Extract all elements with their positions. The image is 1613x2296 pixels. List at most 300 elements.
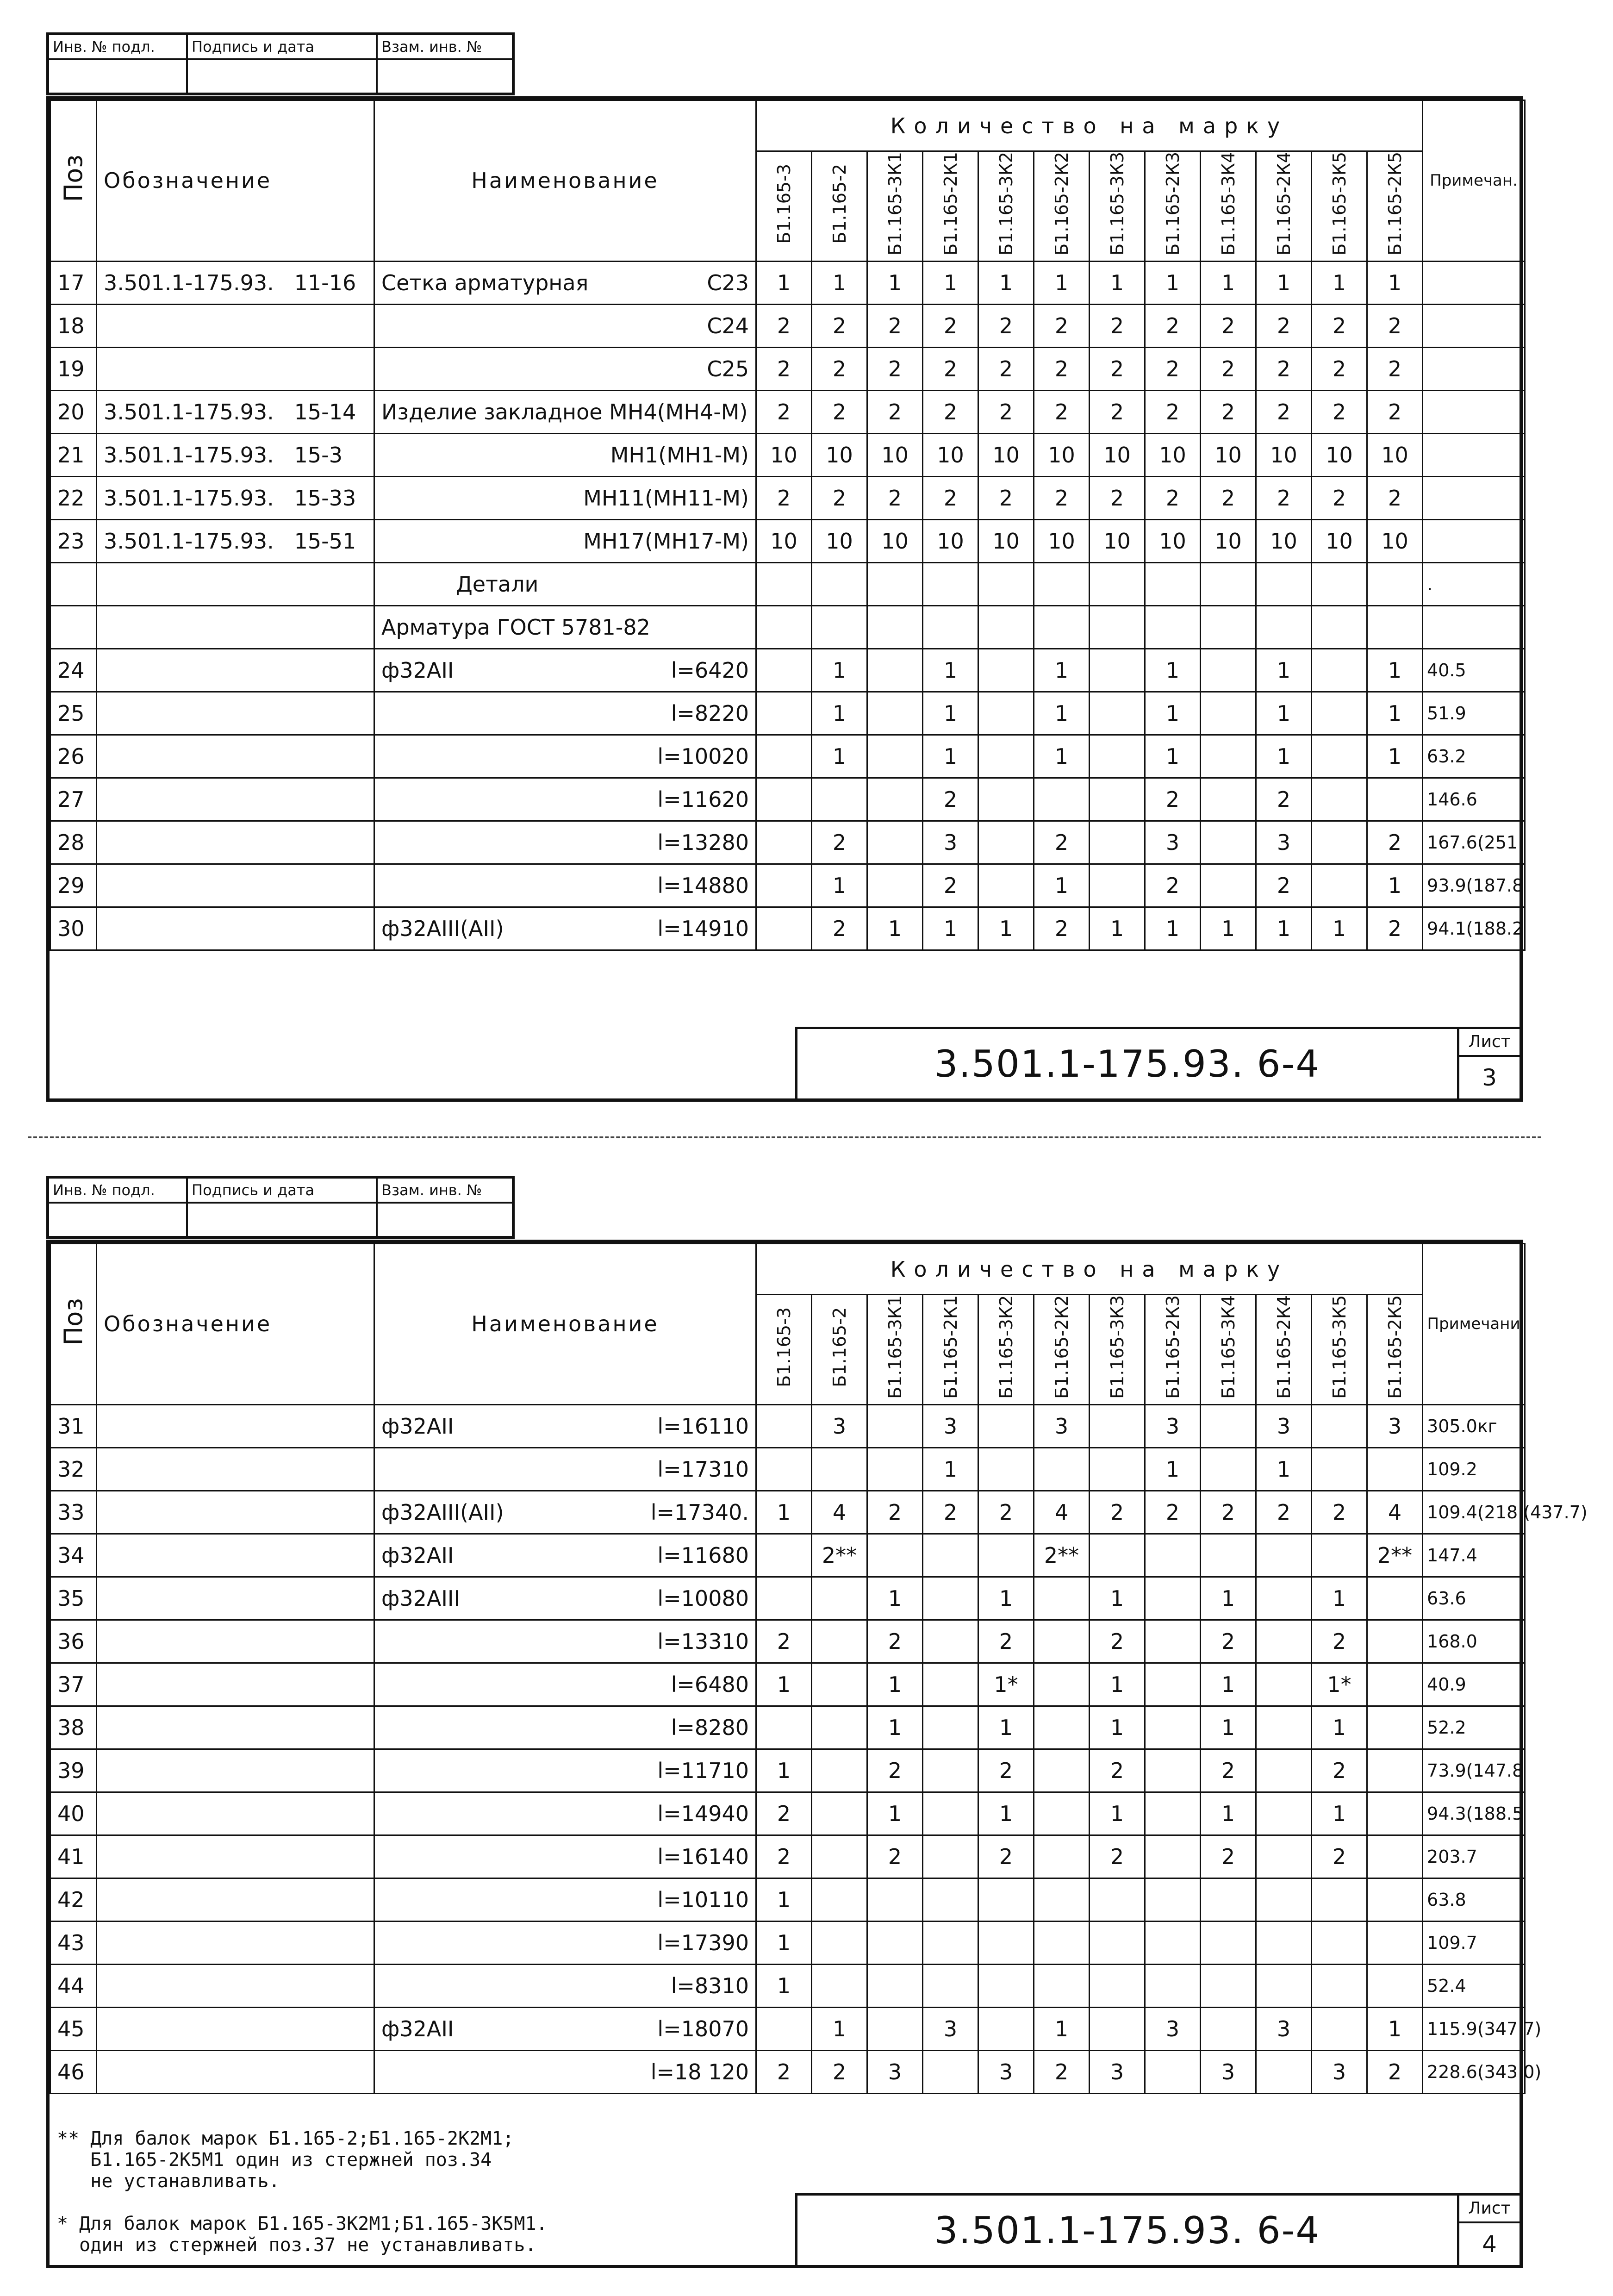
cell-naimenovanie xyxy=(374,1404,756,1447)
cell-quantity: 2 xyxy=(756,1792,812,1835)
cell-quantity xyxy=(756,1534,812,1577)
cell-quantity: 3 xyxy=(867,2050,923,2093)
sheet-number: 3 xyxy=(1482,1064,1497,1091)
cell-oboznachenie xyxy=(97,1921,374,1964)
stamp-label-inv: Инв. № подл. xyxy=(49,35,188,60)
cell-quantity: 1 xyxy=(1201,1577,1256,1620)
cell-quantity: 1 xyxy=(1312,1792,1367,1835)
cell-quantity: 10 xyxy=(923,433,978,476)
cell-quantity xyxy=(978,649,1034,692)
cell-quantity: 1 xyxy=(1201,261,1256,304)
cell-quantity: 2 xyxy=(978,476,1034,519)
cell-quantity xyxy=(812,1706,867,1749)
cell-quantity xyxy=(1256,1835,1312,1878)
cell-quantity xyxy=(1256,1577,1312,1620)
cell-oboznachenie xyxy=(97,1491,374,1534)
cell-naimenovanie xyxy=(374,304,756,347)
cell-quantity xyxy=(812,1447,867,1491)
cell-quantity: 2 xyxy=(1034,347,1090,390)
cell-quantity: 4 xyxy=(812,1491,867,1534)
naim-right: l=6420 xyxy=(671,657,749,683)
cell-naimenovanie xyxy=(374,649,756,692)
cell-poz: 17 xyxy=(50,261,97,304)
cell-quantity: 10 xyxy=(1145,519,1201,562)
sheet-4 xyxy=(46,1176,1588,2268)
cell-quantity: 2 xyxy=(756,1835,812,1878)
stamp-label-vzam: Взам. инв. № xyxy=(378,35,512,60)
cell-quantity: 3 xyxy=(1145,1404,1201,1447)
cell-quantity: 2 xyxy=(812,476,867,519)
cell-quantity: 10 xyxy=(1034,519,1090,562)
cell-quantity: 2 xyxy=(1256,390,1312,433)
cell-quantity xyxy=(1090,605,1145,649)
cell-quantity xyxy=(978,735,1034,778)
cell-quantity xyxy=(1201,1878,1256,1921)
cell-quantity: 2 xyxy=(1201,1749,1256,1792)
mark-label: Б1.165-2К3 xyxy=(1162,1295,1183,1399)
table-row xyxy=(50,562,1525,605)
cell-quantity: 2** xyxy=(812,1534,867,1577)
cell-quantity xyxy=(1312,864,1367,907)
table-row xyxy=(50,476,1525,519)
cell-naimenovanie xyxy=(374,692,756,735)
cell-primechanie: 51.9 xyxy=(1423,692,1525,735)
cell-oboznachenie xyxy=(97,1404,374,1447)
cell-quantity: 2 xyxy=(1090,390,1145,433)
cell-quantity xyxy=(923,1706,978,1749)
cell-quantity xyxy=(923,1835,978,1878)
cell-quantity: 1 xyxy=(1145,907,1201,950)
cell-quantity xyxy=(1034,1878,1090,1921)
cell-quantity xyxy=(756,1447,812,1491)
cell-quantity xyxy=(812,1878,867,1921)
naim-wrap xyxy=(375,1973,755,1998)
cell-quantity xyxy=(1256,1964,1312,2007)
table-row xyxy=(50,1663,1525,1706)
cell-quantity xyxy=(1256,1620,1312,1663)
cell-naimenovanie xyxy=(374,1620,756,1663)
mark-label: Б1.165-3К4 xyxy=(1218,1295,1239,1399)
stamp-cell xyxy=(378,60,512,93)
cell-oboznachenie: 3.501.1-175.93. 15-14 xyxy=(97,390,374,433)
cell-quantity xyxy=(923,1964,978,2007)
cell-poz: 22 xyxy=(50,476,97,519)
cell-primechanie: 228.6(343.0) xyxy=(1423,2050,1525,2093)
naim-wrap xyxy=(375,1758,755,1783)
cell-quantity xyxy=(1312,2007,1367,2050)
cell-quantity xyxy=(1312,1447,1367,1491)
cell-poz: 44 xyxy=(50,1964,97,2007)
cell-quantity: 2 xyxy=(1034,390,1090,433)
cell-quantity xyxy=(1367,605,1423,649)
cell-quantity: 1 xyxy=(978,1706,1034,1749)
stamp-cell xyxy=(378,1204,512,1236)
cell-quantity: 2** xyxy=(1367,1534,1423,1577)
cell-quantity: 1 xyxy=(978,261,1034,304)
cell-oboznachenie xyxy=(97,347,374,390)
cell-quantity xyxy=(978,692,1034,735)
cell-primechanie: 40.5 xyxy=(1423,649,1525,692)
cell-naimenovanie xyxy=(374,1491,756,1534)
col-header-kolichestvo: Количество на марку xyxy=(756,1244,1423,1295)
cell-quantity xyxy=(1367,1835,1423,1878)
cell-naimenovanie xyxy=(374,347,756,390)
cell-oboznachenie xyxy=(97,1749,374,1792)
cell-quantity: 2 xyxy=(1145,347,1201,390)
cell-quantity: 2 xyxy=(1312,476,1367,519)
cell-quantity xyxy=(1034,1447,1090,1491)
cell-quantity: 2 xyxy=(923,347,978,390)
mark-header xyxy=(1367,1295,1423,1405)
naim-wrap xyxy=(375,1715,755,1740)
table-row xyxy=(50,519,1525,562)
specification-table xyxy=(50,1243,1588,2094)
cell-oboznachenie xyxy=(97,864,374,907)
cell-quantity xyxy=(1367,1964,1423,2007)
mark-label: Б1.165-3К4 xyxy=(1218,152,1239,256)
naim-wrap xyxy=(375,1887,755,1912)
cell-quantity xyxy=(923,1663,978,1706)
cell-quantity: 1 xyxy=(867,1663,923,1706)
cell-quantity: 10 xyxy=(812,519,867,562)
cell-quantity xyxy=(867,778,923,821)
cell-oboznachenie xyxy=(97,2050,374,2093)
cell-primechanie: 305.0кг xyxy=(1423,1404,1525,1447)
table-row xyxy=(50,864,1525,907)
sheet-frame xyxy=(46,96,1523,1102)
cell-naimenovanie xyxy=(374,562,756,605)
mark-label: Б1.165-2К1 xyxy=(940,152,961,256)
col-header-oboznachenie: Обозначение xyxy=(97,1244,374,1405)
table-row xyxy=(50,2007,1525,2050)
cell-quantity: 1 xyxy=(1367,649,1423,692)
cell-quantity xyxy=(1367,562,1423,605)
cell-quantity xyxy=(867,1404,923,1447)
cell-naimenovanie xyxy=(374,605,756,649)
mark-label: Б1.165-2К4 xyxy=(1273,152,1294,256)
cell-quantity: 2 xyxy=(1312,1620,1367,1663)
sheet-label: Лист xyxy=(1459,2196,1520,2223)
cell-quantity xyxy=(1201,2007,1256,2050)
cell-naimenovanie xyxy=(374,1835,756,1878)
cell-quantity: 2 xyxy=(1201,347,1256,390)
cell-quantity xyxy=(1034,778,1090,821)
naim-wrap xyxy=(375,1844,755,1869)
cell-quantity: 1 xyxy=(923,649,978,692)
naim-right: l=13280 xyxy=(657,830,749,855)
cell-quantity xyxy=(978,1534,1034,1577)
cell-quantity: 2 xyxy=(1145,390,1201,433)
naim-wrap xyxy=(375,270,755,295)
cell-poz: 46 xyxy=(50,2050,97,2093)
cell-poz: 25 xyxy=(50,692,97,735)
cell-poz: 27 xyxy=(50,778,97,821)
cell-poz: 38 xyxy=(50,1706,97,1749)
mark-header xyxy=(867,1295,923,1405)
cell-quantity xyxy=(1367,1620,1423,1663)
cell-poz: 24 xyxy=(50,649,97,692)
cell-oboznachenie xyxy=(97,562,374,605)
cell-quantity xyxy=(1256,2050,1312,2093)
cell-quantity xyxy=(1201,692,1256,735)
cell-quantity: 2 xyxy=(1312,1835,1367,1878)
cell-naimenovanie xyxy=(374,390,756,433)
cell-primechanie: 94.3(188.5 xyxy=(1423,1792,1525,1835)
cell-quantity: 2 xyxy=(1090,304,1145,347)
cell-quantity: 1 xyxy=(1034,649,1090,692)
naim-wrap xyxy=(375,1414,755,1439)
cell-primechanie xyxy=(1423,605,1525,649)
cell-quantity xyxy=(1090,1878,1145,1921)
cell-naimenovanie xyxy=(374,476,756,519)
cell-quantity: 1 xyxy=(1312,261,1367,304)
cell-naimenovanie xyxy=(374,519,756,562)
mark-header xyxy=(1312,151,1367,262)
cell-quantity xyxy=(867,1534,923,1577)
naim-right: l=14940 xyxy=(657,1801,749,1826)
cell-quantity: 3 xyxy=(1145,2007,1201,2050)
cell-quantity: 2 xyxy=(978,1835,1034,1878)
table-row xyxy=(50,778,1525,821)
cell-naimenovanie xyxy=(374,1749,756,1792)
cell-quantity: 2 xyxy=(1090,1835,1145,1878)
cell-quantity: 1 xyxy=(923,735,978,778)
cell-quantity: 2 xyxy=(1090,1620,1145,1663)
poz-label: Поз xyxy=(58,154,88,202)
col-header-naimenovanie: Наименование xyxy=(374,100,756,262)
cell-quantity: 2 xyxy=(812,821,867,864)
cell-quantity: 2 xyxy=(1201,476,1256,519)
cell-quantity: 1 xyxy=(867,1706,923,1749)
cell-primechanie: 146.6 xyxy=(1423,778,1525,821)
cell-quantity: 2 xyxy=(1201,1491,1256,1534)
cell-quantity xyxy=(1312,1404,1367,1447)
cell-quantity: 3 xyxy=(812,1404,867,1447)
cell-quantity: 2 xyxy=(1256,778,1312,821)
cell-oboznachenie xyxy=(97,1964,374,2007)
cell-quantity xyxy=(812,1964,867,2007)
cell-quantity: 2 xyxy=(1145,304,1201,347)
cell-poz: 18 xyxy=(50,304,97,347)
cell-quantity xyxy=(1145,1835,1201,1878)
sheet-number-box xyxy=(1457,2196,1520,2265)
cell-quantity xyxy=(867,2007,923,2050)
cell-quantity xyxy=(1090,1921,1145,1964)
cell-quantity xyxy=(923,2050,978,2093)
cell-quantity: 1 xyxy=(1256,692,1312,735)
mark-header xyxy=(978,1295,1034,1405)
cell-quantity xyxy=(1312,735,1367,778)
document-code: 3.501.1-175.93. 6-4 xyxy=(934,2209,1320,2252)
cell-quantity: 1 xyxy=(1034,864,1090,907)
cell-quantity: 10 xyxy=(1145,433,1201,476)
cell-quantity: 1 xyxy=(1090,1663,1145,1706)
table-row xyxy=(50,735,1525,778)
cell-quantity: 2 xyxy=(1090,1491,1145,1534)
cell-quantity xyxy=(1034,1835,1090,1878)
specification-table xyxy=(50,100,1526,951)
cell-quantity xyxy=(978,562,1034,605)
naim-right: С25 xyxy=(707,356,749,381)
cell-quantity xyxy=(756,821,812,864)
cell-quantity: 1 xyxy=(756,1749,812,1792)
cell-quantity xyxy=(1312,1534,1367,1577)
cell-oboznachenie xyxy=(97,1792,374,1835)
cell-naimenovanie xyxy=(374,1792,756,1835)
cell-quantity: 1 xyxy=(812,864,867,907)
naim-wrap xyxy=(375,529,755,554)
cell-quantity xyxy=(978,605,1034,649)
mark-header xyxy=(1256,1295,1312,1405)
naim-right: l=8280 xyxy=(671,1715,749,1740)
cell-quantity xyxy=(1201,1534,1256,1577)
cell-quantity: 1 xyxy=(1367,735,1423,778)
mark-label: Б1.165-3К2 xyxy=(996,1295,1016,1399)
cell-primechanie: 93.9(187.8 xyxy=(1423,864,1525,907)
table-row xyxy=(50,2050,1525,2093)
cell-quantity: 1 xyxy=(1090,1792,1145,1835)
cell-quantity: 2 xyxy=(756,1620,812,1663)
cell-quantity: 1 xyxy=(812,2007,867,2050)
mark-label: Б1.165-3 xyxy=(773,163,794,244)
stamp-label-inv: Инв. № подл. xyxy=(49,1179,188,1204)
mark-header xyxy=(978,151,1034,262)
cell-quantity: 2 xyxy=(1090,476,1145,519)
cell-quantity: 3 xyxy=(1256,1404,1312,1447)
cell-quantity: 2 xyxy=(812,390,867,433)
cell-quantity xyxy=(1256,1878,1312,1921)
cell-quantity: 1 xyxy=(1090,1706,1145,1749)
cell-quantity xyxy=(923,562,978,605)
cell-quantity: 1 xyxy=(1201,1792,1256,1835)
cell-quantity xyxy=(1145,562,1201,605)
mark-label: Б1.165-2К4 xyxy=(1273,1295,1294,1399)
naim-right: l=17390 xyxy=(657,1930,749,1955)
cell-quantity xyxy=(1034,1749,1090,1792)
mark-header xyxy=(1145,1295,1201,1405)
naim-right: l=14910 xyxy=(657,916,749,941)
table-row xyxy=(50,692,1525,735)
cell-quantity xyxy=(1201,1964,1256,2007)
cell-quantity xyxy=(923,1878,978,1921)
naim-right: С23 xyxy=(707,270,749,295)
cell-primechanie xyxy=(1423,390,1525,433)
table-row xyxy=(50,1404,1525,1447)
cell-poz xyxy=(50,605,97,649)
cell-oboznachenie xyxy=(97,1835,374,1878)
col-header-kolichestvo: Количество на марку xyxy=(756,100,1423,151)
cell-quantity xyxy=(812,1663,867,1706)
cell-quantity xyxy=(1312,1878,1367,1921)
cell-quantity: 2 xyxy=(756,347,812,390)
naim-wrap xyxy=(375,1457,755,1482)
cell-quantity xyxy=(978,1404,1034,1447)
naim-left: Изделие закладное МН4(МН4-М) xyxy=(381,399,748,424)
cell-primechanie: 168.0 xyxy=(1423,1620,1525,1663)
cell-quantity xyxy=(1090,562,1145,605)
cell-quantity: 1 xyxy=(1256,735,1312,778)
cell-quantity: 1 xyxy=(812,735,867,778)
mark-header xyxy=(1367,151,1423,262)
cell-quantity: 1 xyxy=(1256,907,1312,950)
cell-quantity: 2 xyxy=(756,2050,812,2093)
cell-quantity: 10 xyxy=(867,519,923,562)
cell-quantity: 2 xyxy=(923,864,978,907)
cell-quantity: 10 xyxy=(1367,433,1423,476)
cell-quantity xyxy=(867,821,923,864)
cell-quantity xyxy=(1367,1792,1423,1835)
cell-quantity xyxy=(812,1835,867,1878)
cell-quantity: 1 xyxy=(1367,261,1423,304)
document-code: 3.501.1-175.93. 6-4 xyxy=(934,1042,1320,1086)
table-row xyxy=(50,1749,1525,1792)
col-header-poz xyxy=(50,1244,97,1405)
mark-label: Б1.165-2К3 xyxy=(1162,152,1183,256)
cell-quantity: 2 xyxy=(1367,907,1423,950)
footnotes: ** Для балок марок Б1.165-2;Б1.165-2К2М1; Б1.165-2К5М1 один из стержней поз.34 не устанавливать. * Для балок марок Б1.165-3К2М1;Б1.165-3К5М1. один из стержней поз.37 не устанавливать. xyxy=(57,2128,548,2256)
mark-label: Б1.165-3К1 xyxy=(884,152,905,256)
cell-naimenovanie xyxy=(374,778,756,821)
cell-quantity xyxy=(812,605,867,649)
naim-left: ф32АІІІ(АІІ) xyxy=(381,916,504,941)
cell-quantity: 1* xyxy=(1312,1663,1367,1706)
cell-poz: 40 xyxy=(50,1792,97,1835)
cell-quantity: 1 xyxy=(978,1577,1034,1620)
cell-quantity: 4 xyxy=(1367,1491,1423,1534)
naim-right: МН11(МН11-М) xyxy=(583,485,749,511)
naim-right: l=6480 xyxy=(671,1672,749,1697)
cell-poz: 20 xyxy=(50,390,97,433)
cell-quantity xyxy=(1312,605,1367,649)
cell-oboznachenie xyxy=(97,649,374,692)
cell-quantity xyxy=(867,735,923,778)
cell-poz: 41 xyxy=(50,1835,97,1878)
table-row xyxy=(50,1964,1525,2007)
cell-quantity xyxy=(978,1878,1034,1921)
cell-quantity xyxy=(1367,1878,1423,1921)
cell-poz: 21 xyxy=(50,433,97,476)
mark-label: Б1.165-3К3 xyxy=(1107,1295,1127,1399)
cell-quantity: 2 xyxy=(1034,476,1090,519)
cell-quantity: 1 xyxy=(812,649,867,692)
cell-quantity xyxy=(1256,1534,1312,1577)
cell-quantity: 10 xyxy=(756,519,812,562)
cell-quantity: 1 xyxy=(1145,261,1201,304)
cell-quantity: 2 xyxy=(756,390,812,433)
cell-primechanie: 109.2 xyxy=(1423,1447,1525,1491)
cell-quantity: 10 xyxy=(1201,519,1256,562)
cell-quantity xyxy=(1145,1620,1201,1663)
title-block xyxy=(795,1027,1520,1098)
cell-poz: 35 xyxy=(50,1577,97,1620)
table-row xyxy=(50,1706,1525,1749)
cell-quantity xyxy=(756,864,812,907)
cell-oboznachenie xyxy=(97,605,374,649)
mark-label: Б1.165-3К5 xyxy=(1329,152,1350,256)
cell-oboznachenie xyxy=(97,778,374,821)
cell-primechanie xyxy=(1423,304,1525,347)
cell-quantity xyxy=(867,1964,923,2007)
cell-poz: 36 xyxy=(50,1620,97,1663)
cell-quantity xyxy=(1312,1964,1367,2007)
cell-quantity xyxy=(978,778,1034,821)
cell-quantity: 1 xyxy=(1145,1447,1201,1491)
cell-quantity xyxy=(1090,2007,1145,2050)
cell-oboznachenie xyxy=(97,1878,374,1921)
naim-wrap xyxy=(375,1586,755,1611)
naim-left: Сетка арматурная xyxy=(381,270,589,295)
naim-wrap xyxy=(375,399,755,424)
